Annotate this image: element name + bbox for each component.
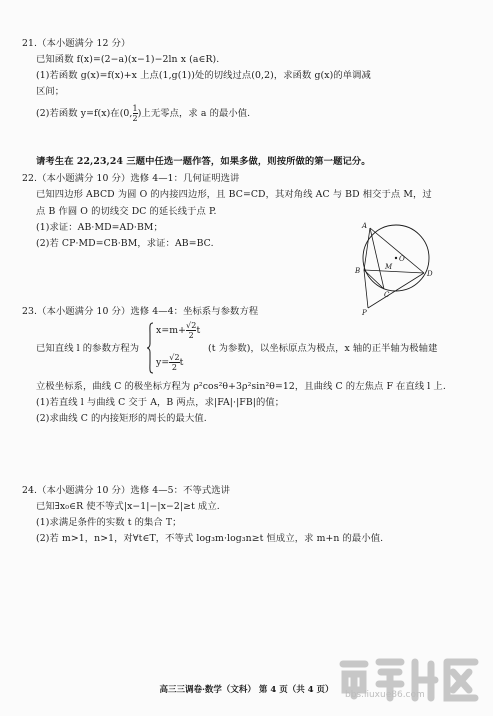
- q23-eq-top: [156, 320, 200, 342]
- q23-eq-bot-num: √2: [169, 353, 180, 362]
- seg-ad: [370, 228, 424, 273]
- q23-line4: (2)求曲线 C 的内接矩形的周长的最大值.: [36, 413, 207, 424]
- q21-frac-den: 2: [132, 114, 138, 123]
- seg-bd: [364, 270, 424, 273]
- q21-line3: 区间；: [36, 86, 65, 97]
- q21-line1: 已知函数 f(x)=(2−a)(x−1)−2ln x (a∈R).: [36, 54, 220, 65]
- q22-header: 22.（本小题满分 10 分）选修 4—1：几何证明选讲: [22, 173, 240, 184]
- q23-header: 23.（本小题满分 10 分）选修 4—4：坐标系与参数方程: [22, 306, 259, 317]
- fig-label-o: O: [399, 255, 405, 263]
- seg-bp: [364, 270, 368, 308]
- q21-frac-num: 1: [132, 104, 138, 113]
- seg-bc: [364, 270, 384, 289]
- q23-eq-bot-left: y=: [156, 357, 170, 368]
- fig-label-m: M: [385, 263, 393, 271]
- fig-label-d: D: [427, 270, 433, 278]
- q22-line4: (2)若 CP·MD=CB·BM，求证：AB=BC.: [36, 238, 214, 249]
- q22-line1: 已知四边形 ABCD 为圆 O 的内接四边形，且 BC=CD，其对角线 AC 与 BD 相交于点 M，过: [36, 189, 432, 200]
- q21-line4-pre: (2)若函数 y=f(x)在(0,: [36, 108, 133, 119]
- q23-eq-bot-den: 2: [171, 363, 178, 372]
- q23-line3: (1)若直线 l 与曲线 C 交于 A，B 两点，求|FA|·|FB|的值；: [36, 397, 285, 408]
- seg-ab: [364, 228, 370, 270]
- q21-line4: [36, 103, 250, 125]
- q23-pre: 已知直线 l 的参数方程为: [36, 343, 140, 354]
- q23-eq-top-frac: [186, 321, 196, 340]
- fig-label-a: A: [362, 222, 368, 230]
- fig-label-c: C: [384, 291, 390, 299]
- seg-ac: [370, 228, 384, 289]
- q23-post: (t 为参数)，以坐标原点为极点，x 轴的正半轴为极轴建: [208, 343, 438, 354]
- center-dot: [395, 257, 397, 259]
- q23-eq-bot-frac: [169, 353, 179, 372]
- q24-line3: (2)若 m>1，n>1，对∀t∈T，不等式 log₃m·log₃n≥t 恒成立，求 m+n 的最小值.: [36, 533, 384, 544]
- q24-line2: (1)求满足条件的实数 t 的集合 T；: [36, 517, 182, 528]
- fig-label-p: P: [362, 309, 367, 316]
- watermark-url: bbs.liuxue86.com: [345, 690, 425, 700]
- q21-line2: (1)若函数 g(x)=f(x)+x 上点(1,g(1))处的切线过点(0,2)，求函数 g(x)的单调减: [36, 70, 371, 81]
- q24-line1: 已知∃x₀∈R 使不等式|x−1|−|x−2|≥t 成立.: [36, 501, 220, 512]
- q23-eq-bot-t: t: [179, 357, 184, 368]
- q24-header: 24.（本小题满分 10 分）选修 4—5：不等式选讲: [22, 485, 231, 496]
- q23-eq-bot: [156, 352, 183, 374]
- q21-line4-post: )上无零点，求 a 的最小值.: [137, 108, 251, 119]
- q23-eq-top-num: √2: [186, 321, 197, 330]
- q23-eq-top-left: x=m+: [156, 325, 187, 336]
- q23-eq-top-den: 2: [188, 331, 194, 340]
- seg-dp: [368, 273, 424, 308]
- fig-label-b: B: [355, 267, 361, 275]
- watermark-logo: [335, 650, 485, 710]
- q21-header: 21.（本小题满分 12 分）: [22, 38, 131, 49]
- geometry-figure: [340, 216, 460, 316]
- q22-line2: 点 B 作圆 O 的切线交 DC 的延长线于点 P.: [36, 206, 217, 217]
- page-footer: 高三三调卷·数学（文科） 第 4 页（共 4 页）: [159, 685, 334, 695]
- selection-notice: 请考生在 22,23,24 三题中任选一题作答，如果多做，则按所做的第一题记分。: [36, 156, 371, 167]
- brace-icon: [146, 322, 154, 374]
- q23-line2: 立极坐标系，曲线 C 的极坐标方程为 ρ²cos²θ+3ρ²sin²θ=12，且曲线 C 的左焦点 F 在直线 l 上.: [36, 381, 446, 392]
- q23-eq-top-t: t: [196, 325, 201, 336]
- q22-line3: (1)求证：AB·MD=AD·BM；: [36, 222, 163, 233]
